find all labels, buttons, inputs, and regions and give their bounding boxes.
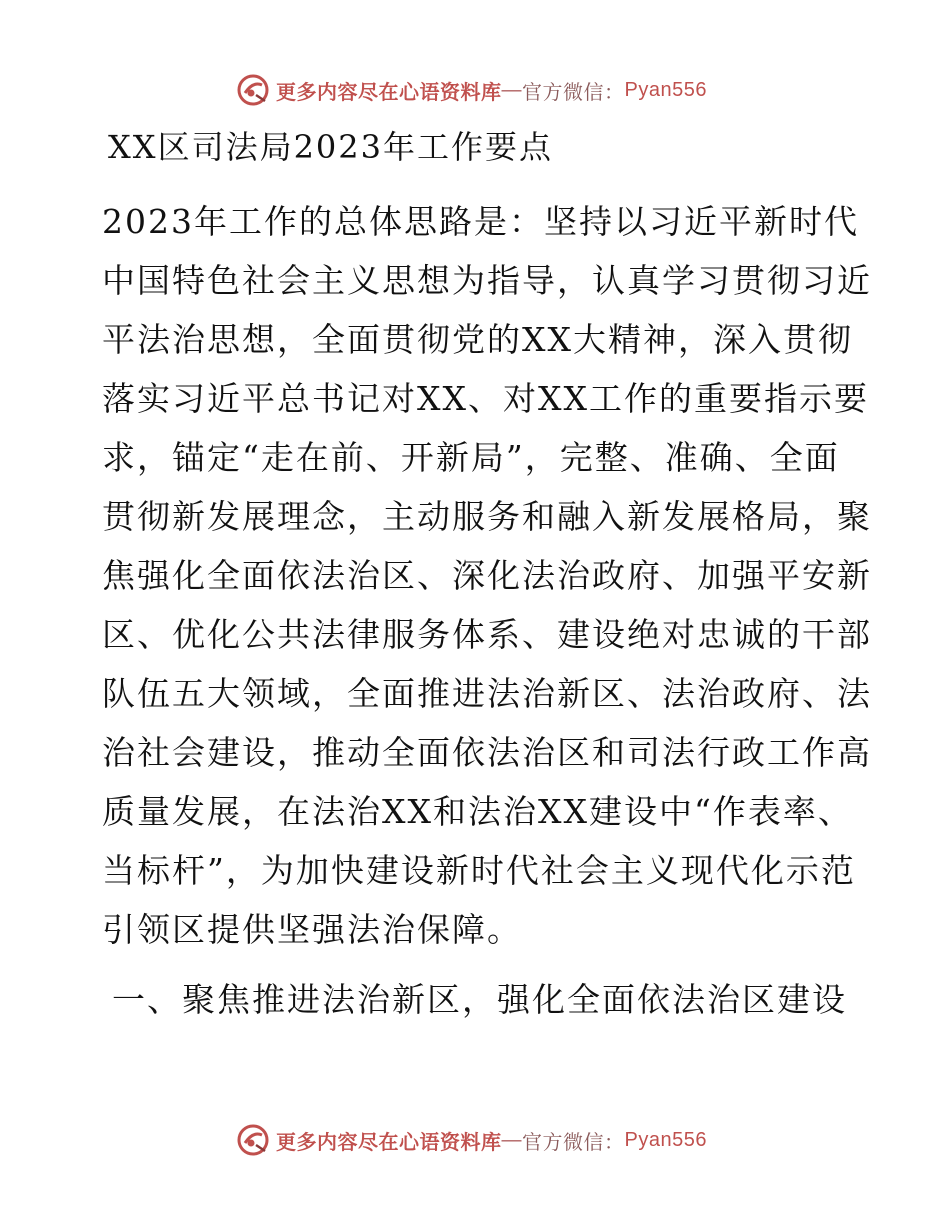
paragraph-line: 治社会建设，推动全面依法治区和司法行政工作高 — [102, 733, 872, 772]
paragraph-line: 区、优化公共法律服务体系、建设绝对忠诚的干部 — [102, 615, 872, 654]
paragraph-line: 队伍五大领域，全面推进法治新区、法治政府、法 — [102, 674, 872, 713]
paragraph-line: 质量发展，在法治XX和法治XX建设中“作表率、 — [102, 792, 853, 831]
paragraph-line: 求，锚定“走在前、开新局”，完整、准确、全面 — [102, 438, 840, 477]
paragraph-line: 2023年工作的总体思路是：坚持以习近平新时代 — [102, 202, 859, 241]
paragraph-line: 引领区提供坚强法治保障。 — [102, 910, 522, 949]
brand-logo-icon — [236, 1123, 270, 1157]
watermark-main-text: 更多内容尽在心语资料库 — [276, 81, 502, 104]
paragraph-line: 焦强化全面依法治区、深化法治政府、加强平安新 — [102, 556, 872, 595]
watermark-dash: — — [501, 78, 522, 101]
watermark-id: Pyan556 — [624, 78, 707, 101]
watermark-sub-text: 官方微信： — [522, 81, 625, 104]
paragraph-line: 落实习近平总书记对XX、对XX工作的重要指示要 — [102, 379, 869, 418]
paragraph-line: 贯彻新发展理念，主动服务和融入新发展格局，聚 — [102, 497, 872, 536]
watermark-sub-text: 官方微信： — [522, 1131, 625, 1154]
brand-logo-icon — [236, 73, 270, 107]
watermark-dash: — — [501, 1128, 522, 1151]
paragraph-line: 平法治思想，全面贯彻党的XX大精神，深入贯彻 — [102, 320, 853, 359]
paragraph-line: 当标杆”，为加快建设新时代社会主义现代化示范 — [102, 851, 856, 890]
watermark-header — [236, 72, 707, 108]
watermark-footer — [236, 1122, 707, 1158]
section-heading: 一、聚焦推进法治新区，强化全面依法治区建设 — [112, 980, 847, 1019]
watermark-id: Pyan556 — [624, 1128, 707, 1151]
document-title: XX区司法局2023年工作要点 — [108, 128, 554, 166]
watermark-main-text: 更多内容尽在心语资料库 — [276, 1131, 502, 1154]
paragraph-line: 中国特色社会主义思想为指导，认真学习贯彻习近 — [102, 261, 872, 300]
